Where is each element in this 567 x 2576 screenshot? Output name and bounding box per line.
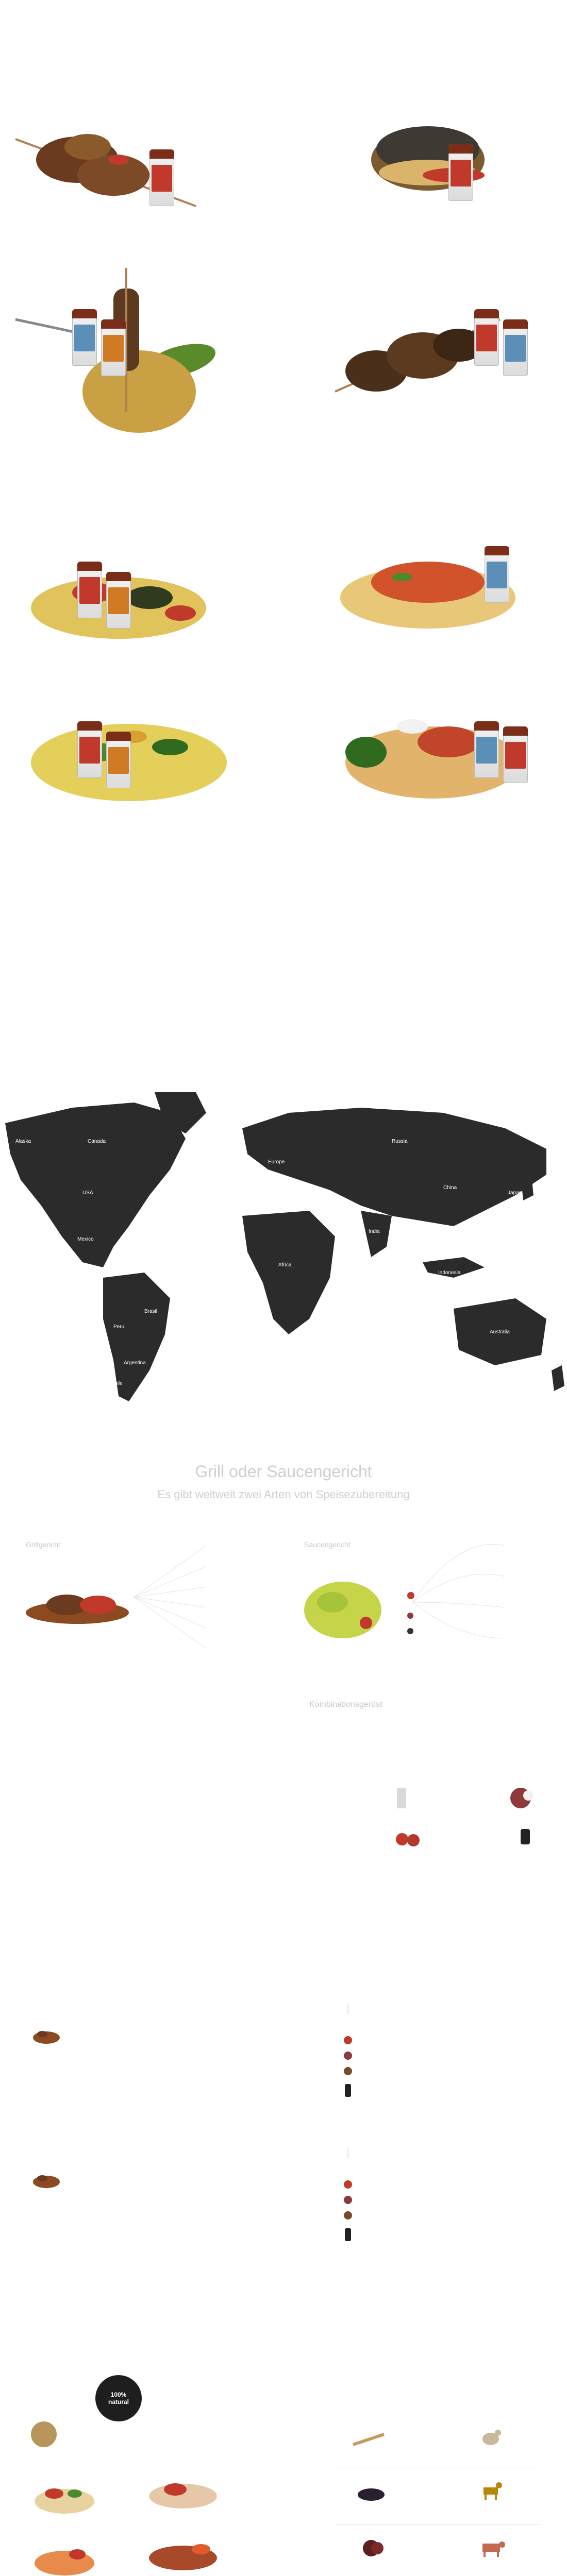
- map-label-japan: Japan: [508, 1190, 522, 1196]
- map-label-new-zealand: New Zealand: [521, 1396, 551, 1402]
- spice-jar: [77, 721, 102, 778]
- grill-dish-thumbnail: [31, 2169, 62, 2190]
- spice-jar: [485, 546, 509, 603]
- ingredient-photo: [31, 2421, 57, 2447]
- tomato-icon: [407, 1592, 414, 1599]
- map-label-mexico: Mexico: [77, 1236, 94, 1242]
- ingredient-column: [340, 2004, 356, 2102]
- sauce-dish-illustration: [299, 1561, 387, 1649]
- spice-jar: [503, 726, 528, 783]
- section-subtitle: Es gibt weltweit zwei Arten von Speisezubereitung: [157, 1488, 410, 1501]
- section-title: Grill oder Saucengericht: [195, 1462, 372, 1481]
- seasoned-steak-photo: [144, 2530, 222, 2576]
- chicken-icon: [479, 2427, 503, 2447]
- spaghetti-with-vegetables-photo: [15, 680, 242, 814]
- natural-badge: [95, 2375, 142, 2421]
- badge-text: 100% natural: [108, 2391, 129, 2405]
- world-map: [0, 1092, 567, 1427]
- map-label-brasil: Brasil: [144, 1309, 158, 1314]
- spice-jar: [106, 732, 131, 788]
- red-pepper-icon: [361, 2535, 387, 2561]
- goat-icon: [479, 2478, 503, 2502]
- map-label-indonesia: Indonesia: [438, 1270, 461, 1276]
- onion-icon: [407, 1613, 413, 1619]
- map-label-africa: Africa: [278, 1262, 292, 1268]
- spice-jar: [149, 149, 174, 206]
- seasoned-meat-photo: [144, 2468, 222, 2514]
- spice-jar: [474, 721, 499, 778]
- spice-jar: [448, 144, 473, 201]
- spice-jar: [72, 309, 97, 366]
- seasoned-fish-photo: [31, 2473, 98, 2519]
- sauce-connector-lines: [412, 1535, 505, 1669]
- map-label-argentina: Argentina: [124, 1360, 146, 1366]
- row-divider: [335, 2524, 541, 2525]
- map-label-australia: Australia: [490, 1329, 510, 1335]
- grilled-meat-skewer-dish-photo: [330, 289, 557, 417]
- pasta-with-broccoli-photo: [330, 680, 557, 814]
- map-label-russia: Russia: [392, 1139, 408, 1144]
- spice-jar: [101, 319, 126, 376]
- grill-dish-illustration: [21, 1582, 134, 1628]
- spice-jar: [106, 572, 131, 629]
- map-label-canada: Canada: [88, 1139, 106, 1144]
- cinnamon-stick-icon: [351, 2432, 387, 2447]
- map-label-chile: Chile: [111, 1381, 123, 1386]
- map-label-china: China: [443, 1185, 457, 1191]
- eggplant-icon: [356, 2483, 387, 2504]
- pepper-icon: [407, 1628, 413, 1634]
- cow-icon: [479, 2537, 505, 2558]
- grill-dish-thumbnail: [31, 2025, 62, 2045]
- grilled-burger-dish-photo: [356, 98, 552, 216]
- spice-jar: [503, 319, 528, 376]
- map-label-india: India: [369, 1229, 380, 1234]
- skewer-with-sauce-dish-photo: [10, 258, 247, 443]
- spice-jar: [77, 562, 102, 618]
- map-label-usa: USA: [82, 1190, 93, 1196]
- pasta-dish-photo: [15, 531, 232, 654]
- map-label-alaska: Alaska: [15, 1139, 31, 1144]
- pasta-with-tomato-sauce-photo: [330, 520, 557, 644]
- seasoned-salmon-photo: [31, 2535, 98, 2576]
- sauce-dish-heading: Saucengericht: [304, 1540, 351, 1549]
- map-label-peru: Peru: [113, 1324, 125, 1330]
- ingredient-column: [340, 2148, 356, 2246]
- ingredient-animal-table: [335, 2416, 541, 2576]
- grilled-skewer-dish-photo: [10, 98, 206, 216]
- map-label-europe: Europe: [268, 1159, 285, 1165]
- grill-dish-heading: Grillgericht: [26, 1540, 60, 1549]
- combination-ingredients: [381, 1772, 557, 1850]
- combination-caption: Kombinationsgerüst: [309, 1700, 382, 1709]
- grill-connector-lines: [134, 1535, 206, 1659]
- spice-jar: [474, 309, 499, 366]
